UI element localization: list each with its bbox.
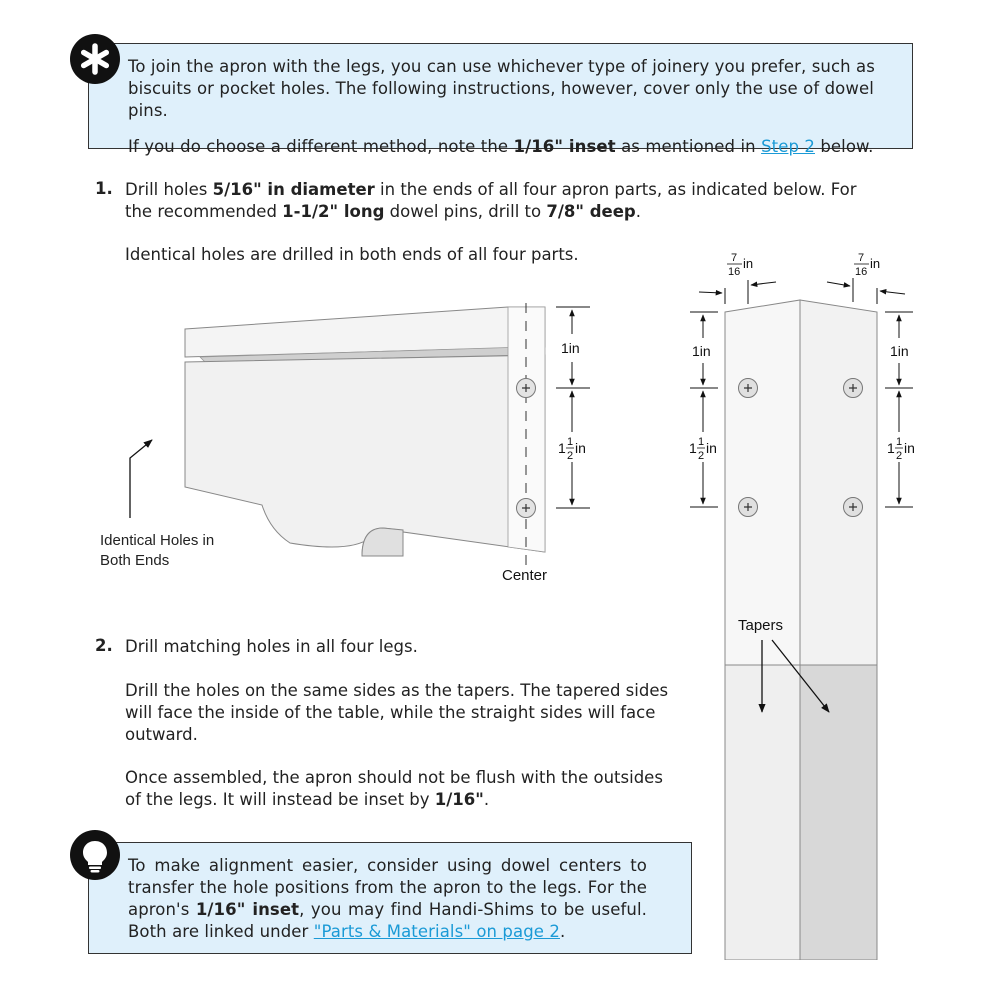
apron-dim-num: 1 xyxy=(567,436,574,448)
leg-dim-left-den: 2 xyxy=(698,450,705,462)
leg-dim-right-unit: in xyxy=(904,440,915,456)
leg-hole xyxy=(739,379,758,398)
tip-callout xyxy=(88,842,692,954)
apron-center-label: Center xyxy=(502,567,548,584)
leg-dim-left-1in: 1in xyxy=(692,343,711,359)
leg-inset-left-num: 7 xyxy=(731,252,738,264)
apron-body xyxy=(185,355,545,556)
step-1-text: Drill holes 5/16" in diameter in the ends of all four apron parts, as indicated below. For the recommended 1-1/2" long dowel pins, drill to 7/8" deep. xyxy=(125,180,857,221)
leg-diagram xyxy=(660,240,960,960)
tip-text: To make alignment easier, consider using dowel centers to transfer the hole positions from the apron to the legs. For the apron's 1/16" inset, you may find Handi-Shims to be useful. Both are linked under "Parts & Materials" on page 2. xyxy=(128,856,647,941)
lightbulb-icon xyxy=(70,830,120,880)
step-2-paragraph-1: Drill the holes on the same sides as the tapers. The tapered sides will face the inside of the table, while the straight sides will face outward. xyxy=(125,681,669,744)
apron-dim-unit: in xyxy=(575,440,586,456)
apron-hole xyxy=(517,379,536,398)
leg-inset-left-den: 16 xyxy=(728,266,741,278)
leg-dim-right-den: 2 xyxy=(896,450,903,462)
leg-left-face-top xyxy=(725,300,800,665)
leg-right-face-top xyxy=(800,300,877,665)
note-paragraph-2: If you do choose a different method, note the 1/16" inset as mentioned in Step 2 below. xyxy=(128,137,874,156)
step-2-paragraph-2: Once assembled, the apron should not be flush with the outsides of the legs. It will instead be inset by 1/16". xyxy=(125,768,663,809)
leg-hole xyxy=(844,379,863,398)
leg-dim-left-whole: 1 xyxy=(689,440,697,456)
apron-callout-line-2: Both Ends xyxy=(100,552,170,569)
step-2-number: 2. xyxy=(95,636,113,655)
leg-dim-left-num: 1 xyxy=(698,436,705,448)
leg-right-face-taper xyxy=(800,665,877,960)
note-paragraph-1: To join the apron with the legs, you can use whichever type of joinery you prefer, such as biscuits or pocket holes. The following instructions, however, cover only the use of dowel pins. xyxy=(128,57,875,120)
leg-inset-right-num: 7 xyxy=(858,252,865,264)
leg-dim-right-1in: 1in xyxy=(890,343,909,359)
leg-dim-right-whole: 1 xyxy=(887,440,895,456)
tapers-label: Tapers xyxy=(738,617,784,634)
parts-materials-link[interactable]: "Parts & Materials" on page 2 xyxy=(313,922,560,941)
step-2-link[interactable]: Step 2 xyxy=(761,137,815,156)
apron-dim-1in-label: 1in xyxy=(561,340,580,356)
apron-dim-whole: 1 xyxy=(558,440,566,456)
leg-hole xyxy=(844,498,863,517)
leg-dim-right-num: 1 xyxy=(896,436,903,448)
apron-hole xyxy=(517,499,536,518)
leg-inset-left-unit: in xyxy=(743,256,754,271)
apron-diagram xyxy=(0,0,700,600)
step-1-subtext: Identical holes are drilled in both ends of all four parts. xyxy=(125,245,579,264)
step-2-title: Drill matching holes in all four legs. xyxy=(125,637,418,656)
apron-callout-arrow xyxy=(130,440,152,518)
leg-inset-right-den: 16 xyxy=(855,266,868,278)
apron-dim-den: 2 xyxy=(567,450,574,462)
apron-callout-line-1: Identical Holes in xyxy=(100,532,215,549)
leg-hole xyxy=(739,498,758,517)
leg-dim-left-unit: in xyxy=(706,440,717,456)
step-1-number: 1. xyxy=(95,179,113,198)
leg-inset-right-unit: in xyxy=(870,256,881,271)
